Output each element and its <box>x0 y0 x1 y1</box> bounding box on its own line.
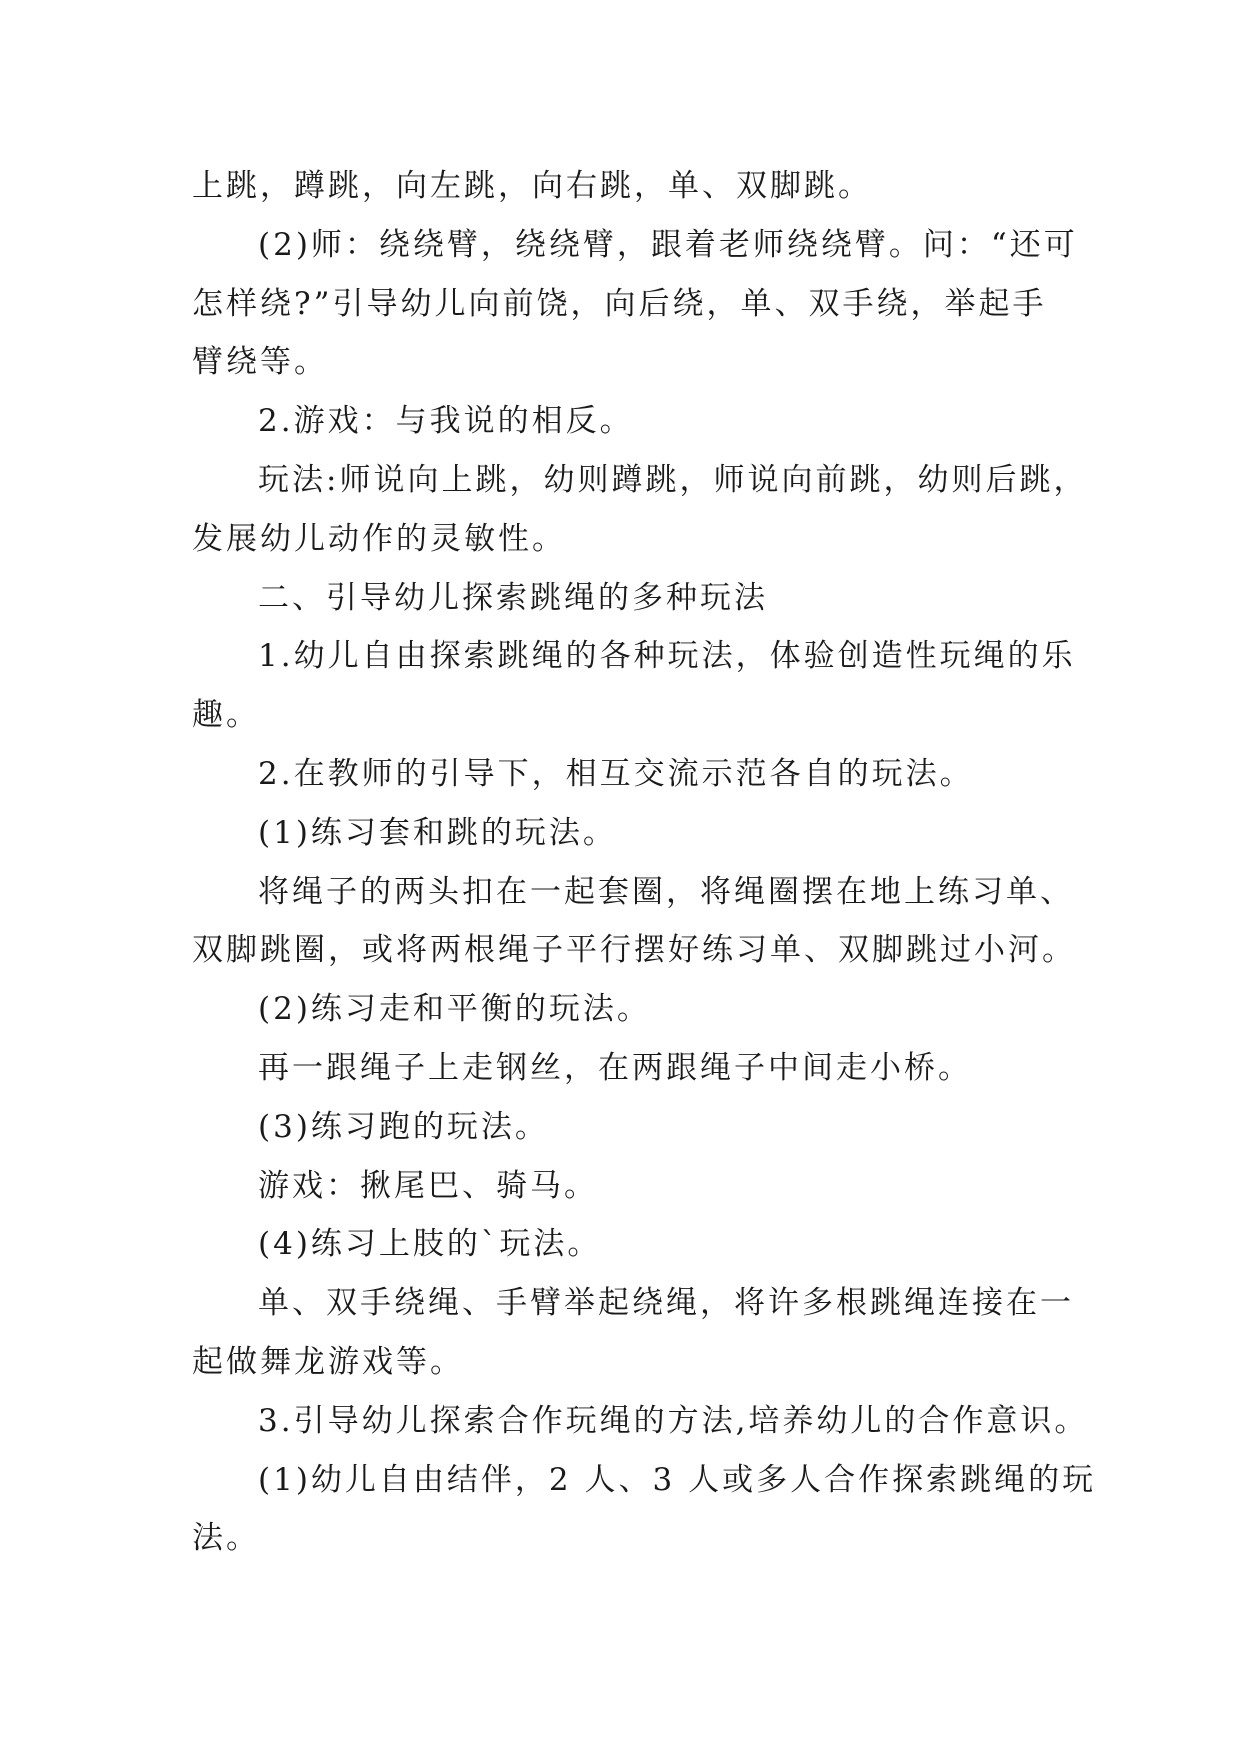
text-line: 法。 <box>192 1520 260 1557</box>
text-line: 2.游戏：与我说的相反。 <box>258 403 634 440</box>
text-line: 起做舞龙游戏等。 <box>192 1343 464 1380</box>
text-line: 再一跟绳子上走钢丝，在两跟绳子中间走小桥。 <box>258 1049 972 1086</box>
text-line: (1)幼儿自由结伴，2 人、3 人或多人合作探索跳绳的玩 <box>258 1461 1097 1498</box>
text-line: 怎样绕?”引导幼儿向前饶，向后绕，单、双手绕，举起手 <box>192 285 1047 322</box>
text-line: 2.在教师的引导下，相互交流示范各自的玩法。 <box>258 755 974 792</box>
text-line: 上跳，蹲跳，向左跳，向右跳，单、双脚跳。 <box>192 168 872 204</box>
text-line: (2)师：绕绕臂，绕绕臂，跟着老师绕绕臂。问：“还可 <box>258 226 1078 263</box>
text-line: (4)练习上肢的`玩法。 <box>258 1226 602 1263</box>
section-heading: 二、引导幼儿探索跳绳的多种玩法 <box>258 579 768 616</box>
text-line: 1.幼儿自由探索跳绳的各种玩法，体验创造性玩绳的乐 <box>258 638 1076 675</box>
text-line: 发展幼儿动作的灵敏性。 <box>192 520 566 557</box>
text-line: 玩法:师说向上跳，幼则蹲跳，师说向前跳，幼则后跳， <box>258 461 1088 498</box>
text-line: (2)练习走和平衡的玩法。 <box>258 991 651 1028</box>
text-line: 将绳子的两头扣在一起套圈，将绳圈摆在地上练习单、 <box>258 873 1074 910</box>
text-line: 3.引导幼儿探索合作玩绳的方法,培养幼儿的合作意识。 <box>258 1402 1089 1439</box>
text-line: (3)练习跑的玩法。 <box>258 1108 549 1145</box>
text-line: (1)练习套和跳的玩法。 <box>258 814 617 851</box>
text-line: 臂绕等。 <box>192 344 328 381</box>
text-line: 单、双手绕绳、手臂举起绕绳，将许多根跳绳连接在一 <box>258 1285 1074 1322</box>
text-line: 双脚跳圈，或将两根绳子平行摆好练习单、双脚跳过小河。 <box>192 932 1076 969</box>
text-line: 游戏：揪尾巴、骑马。 <box>258 1167 598 1204</box>
text-line: 趣。 <box>192 697 260 734</box>
